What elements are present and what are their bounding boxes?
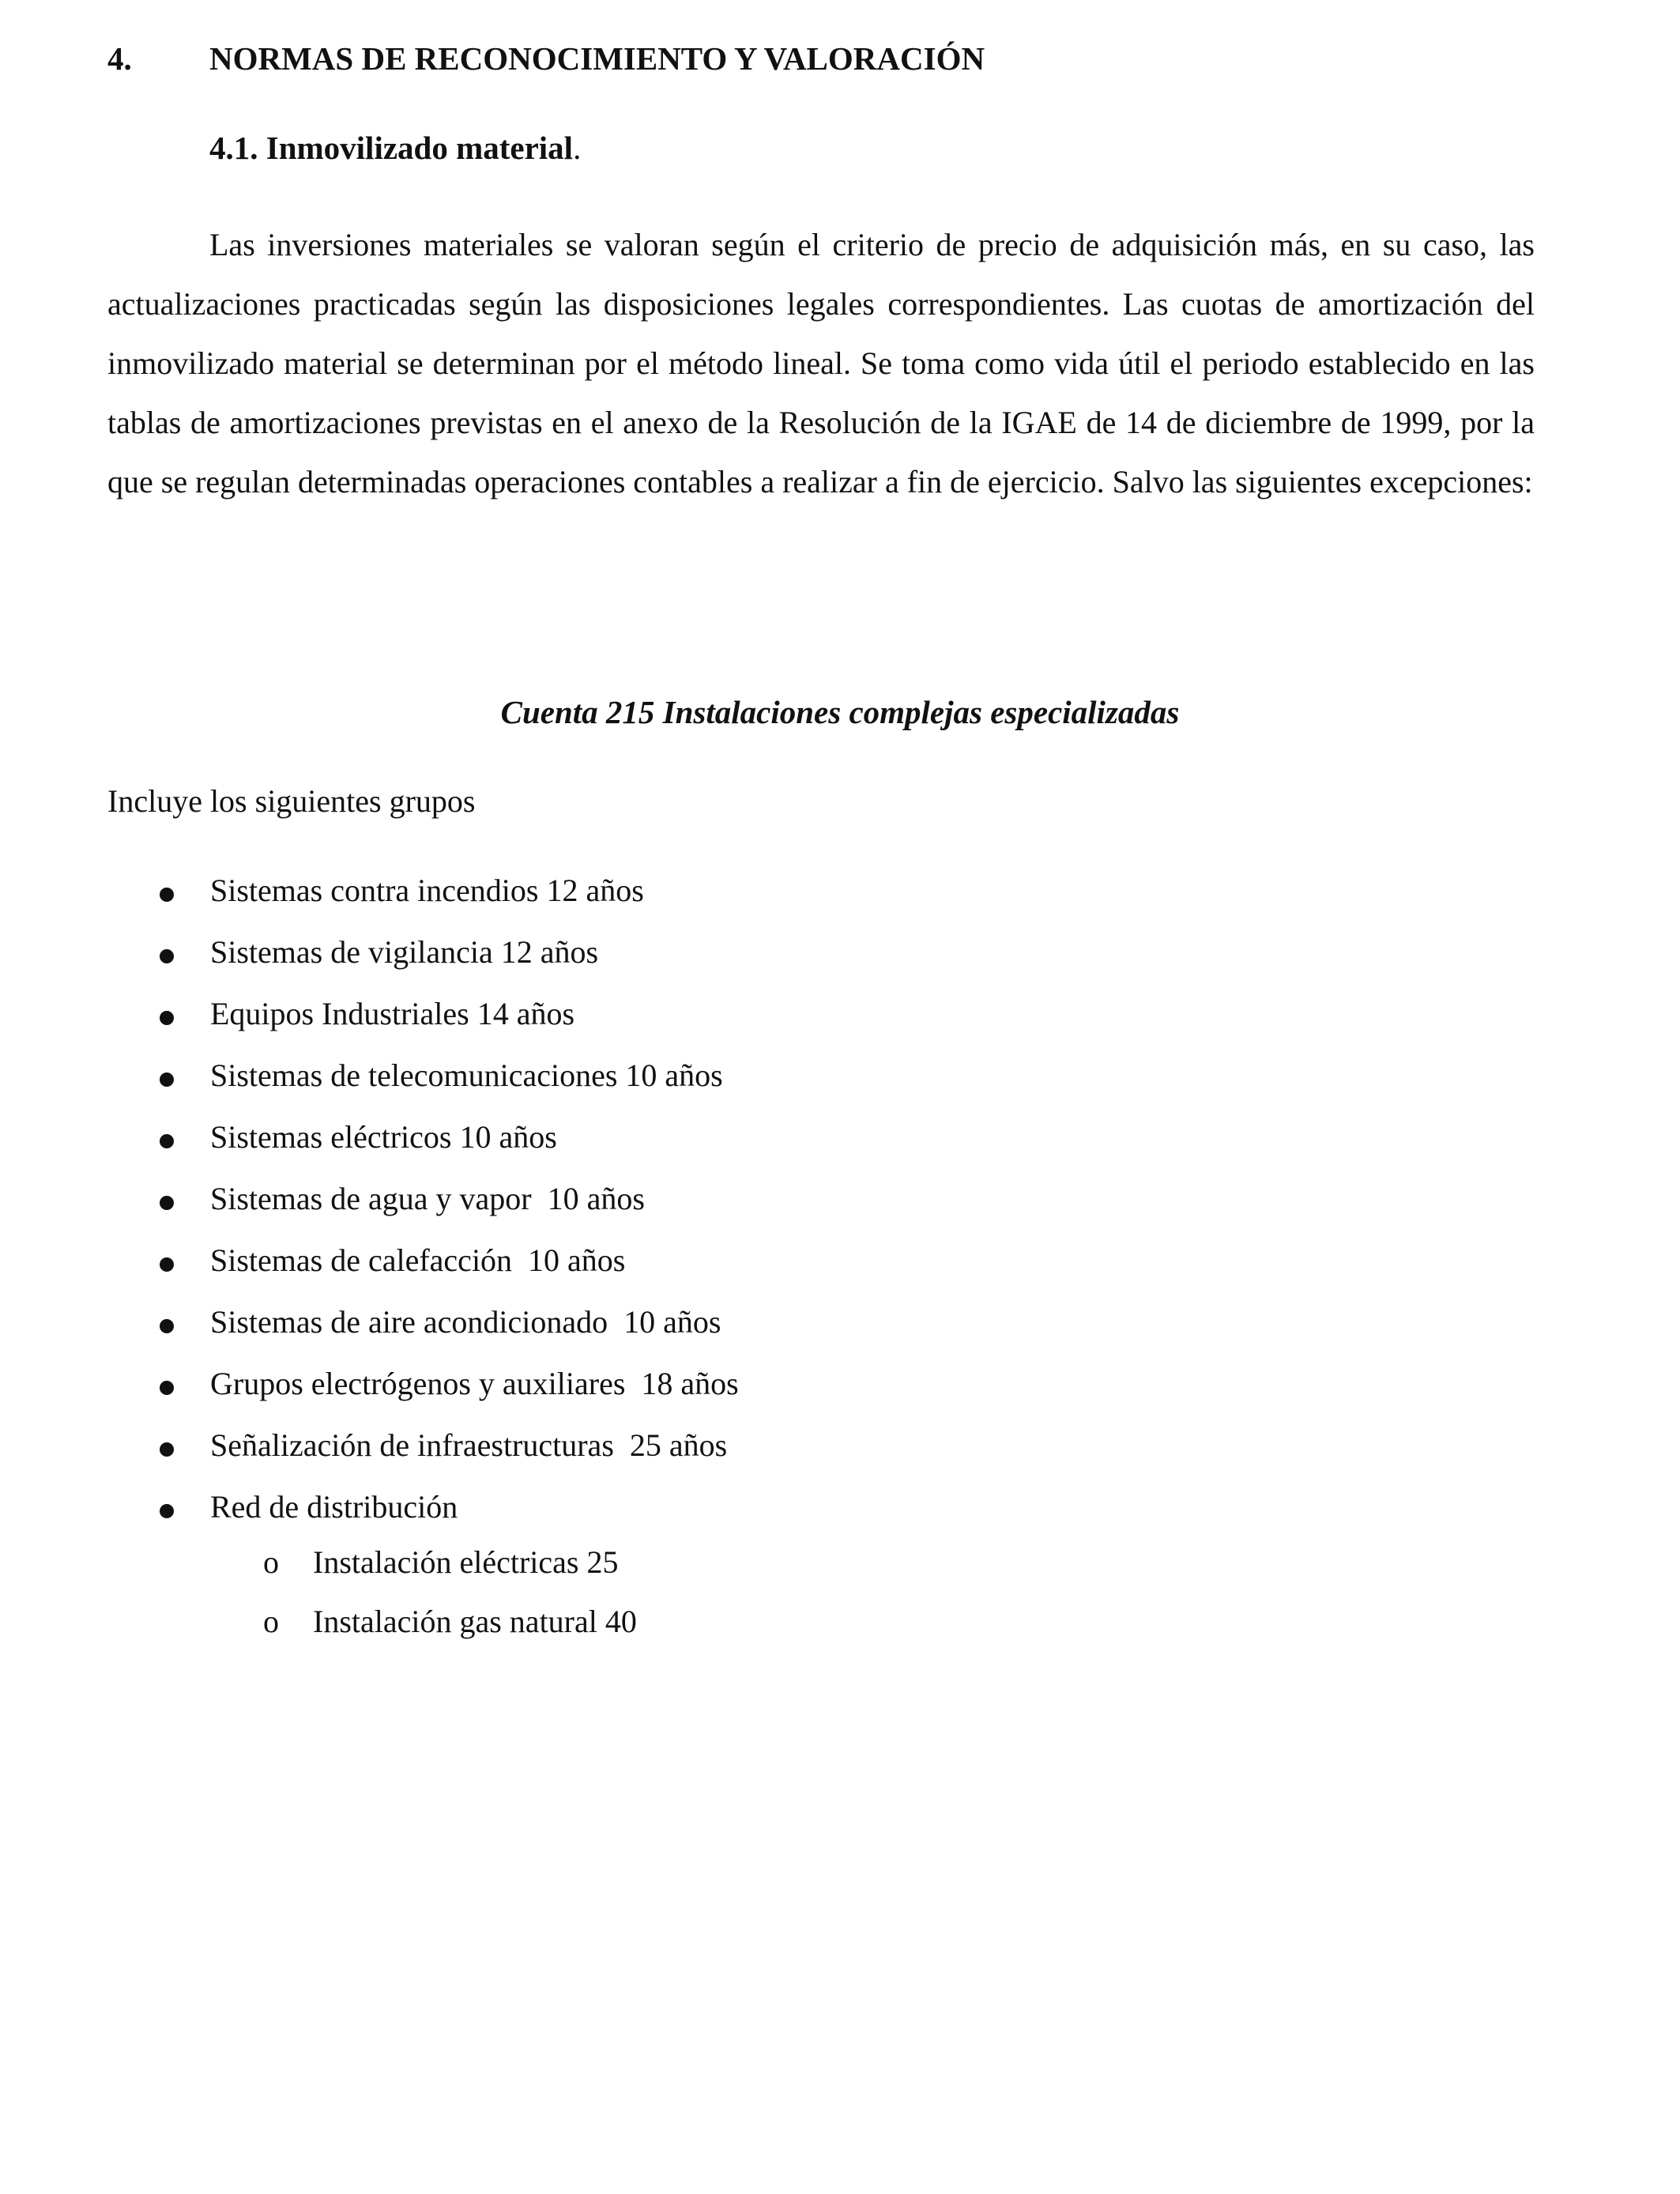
body-paragraph: Las inversiones materiales se valoran según el criterio de precio de adquisición más, en su caso, las actualizaciones practicadas según las disposiciones legales correspondientes. Las cuotas de amortización del inmovilizado material se determinan por el método lineal. Se toma como vida útil el periodo establecido en las tablas de amortizaciones previstas en el anexo de la Resolución de la IGAE de 14 de diciembre de 1999, por la que se regulan determinadas operaciones contables a realizar a fin de ejercicio. Salvo las siguientes excepciones: <box>107 227 1535 499</box>
list-item-text: Sistemas de aire acondicionado 10 años <box>210 1304 721 1340</box>
bullet-icon <box>160 1319 174 1333</box>
account-title: Cuenta 215 Instalaciones complejas especializadas <box>500 694 1180 730</box>
sublist-item <box>0 1541 1680 1600</box>
list-item <box>0 1299 1680 1360</box>
bullet-icon <box>160 1011 174 1025</box>
distribution-sublist <box>0 1541 1680 1660</box>
list-item-text: Sistemas de telecomunicaciones 10 años <box>210 1057 723 1093</box>
list-item <box>0 929 1680 990</box>
list-item <box>0 1052 1680 1114</box>
sublist-item-text: Instalación eléctricas 25 <box>313 1544 619 1580</box>
list-item <box>0 1360 1680 1422</box>
list-item-text: Equipos Industriales 14 años <box>210 996 575 1031</box>
bullet-icon <box>160 888 174 902</box>
subsection-trailing-period: . <box>573 130 582 166</box>
bullet-icon <box>160 949 174 963</box>
subsection-heading <box>209 129 581 168</box>
groups-intro: Incluye los siguientes grupos <box>107 783 476 819</box>
groups-list <box>0 867 1680 1545</box>
circle-bullet-icon: o <box>263 1544 279 1580</box>
list-item-text: Red de distribución <box>210 1489 458 1525</box>
list-item-text: Sistemas de calefacción 10 años <box>210 1242 626 1278</box>
list-item-text: Sistemas de vigilancia 12 años <box>210 934 599 970</box>
section-number: 4. <box>107 40 132 77</box>
list-item <box>0 867 1680 929</box>
list-item-text: Sistemas eléctricos 10 años <box>210 1119 557 1155</box>
subsection-title: 4.1. Inmovilizado material <box>209 130 574 166</box>
list-item-text: Señalización de infraestructuras 25 años <box>210 1427 728 1463</box>
list-item <box>0 990 1680 1052</box>
list-item <box>0 1422 1680 1483</box>
bullet-icon <box>160 1072 174 1087</box>
list-item <box>0 1175 1680 1237</box>
bullet-icon <box>160 1134 174 1148</box>
bullet-icon <box>160 1381 174 1395</box>
bullet-icon <box>160 1257 174 1272</box>
list-item <box>0 1483 1680 1545</box>
bullet-icon <box>160 1504 174 1518</box>
list-item-text: Grupos electrógenos y auxiliares 18 años <box>210 1366 739 1401</box>
list-item <box>0 1114 1680 1175</box>
bullet-icon <box>160 1196 174 1210</box>
sublist-item <box>0 1600 1680 1660</box>
sublist-item-text: Instalación gas natural 40 <box>313 1604 637 1639</box>
list-item-text: Sistemas contra incendios 12 años <box>210 873 644 908</box>
circle-bullet-icon: o <box>263 1604 279 1639</box>
section-title: NORMAS DE RECONOCIMIENTO Y VALORACIÓN <box>209 40 985 77</box>
list-item-text: Sistemas de agua y vapor 10 años <box>210 1181 645 1216</box>
list-item <box>0 1237 1680 1299</box>
bullet-icon <box>160 1442 174 1457</box>
